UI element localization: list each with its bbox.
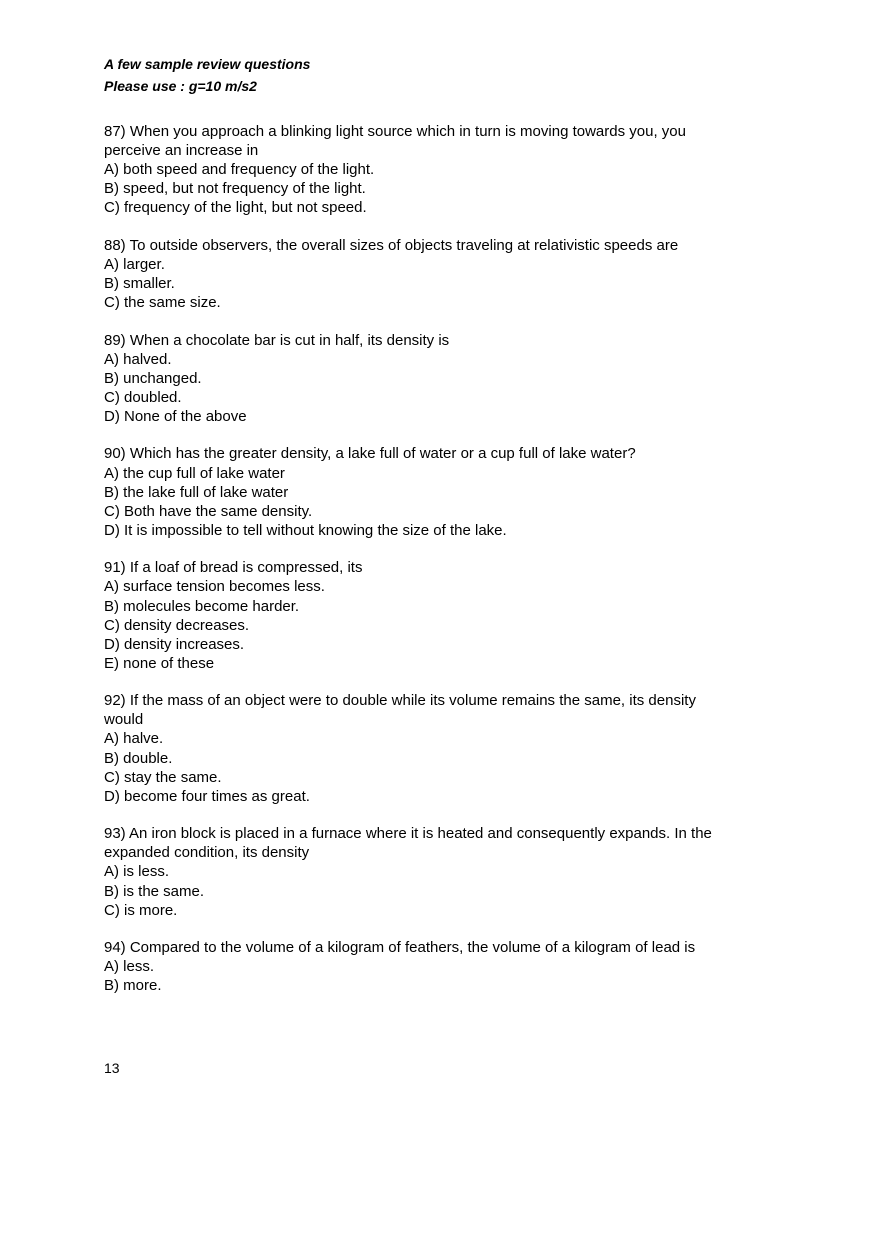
question-stem: 88) To outside observers, the overall sizes of objects traveling at relativistic speeds are [104,236,679,254]
answer-choice: A) halve. [104,730,164,748]
question-87 [104,122,724,217]
header-note: Please use : g=10 m/s2 [104,77,257,94]
answer-choice: A) surface tension becomes less. [104,578,325,596]
question-93 [104,824,724,919]
answer-choice: A) halved. [104,350,172,368]
answer-choice: B) unchanged. [104,369,202,387]
question-90 [104,444,724,539]
page-number: 13 [104,1060,120,1076]
answer-choice: B) speed, but not frequency of the light. [104,180,366,198]
answer-choice: A) less. [104,958,155,976]
answer-choice: A) larger. [104,255,165,273]
answer-choice: B) molecules become harder. [104,597,300,615]
answer-choice: C) frequency of the light, but not speed. [104,199,367,217]
answer-choice: D) None of the above [104,408,247,425]
question-list [104,122,724,1014]
question-stem: 94) Compared to the volume of a kilogram of feathers, the volume of a kilogram of lead is [104,939,696,957]
question-stem: 87) When you approach a blinking light source which in turn is moving towards you, you perceive an increase in [104,123,686,160]
answer-choice: B) is the same. [104,882,205,900]
answer-choice: E) none of these [104,654,215,672]
question-94 [104,938,724,995]
question-92 [104,691,724,806]
answer-choice: D) density increases. [104,635,245,653]
answer-choice: B) double. [104,749,173,767]
answer-choice: D) become four times as great. [104,787,310,805]
answer-choice: A) both speed and frequency of the light. [104,161,375,179]
answer-choice: B) smaller. [104,275,175,293]
question-stem: 90) Which has the greater density, a lake full of water or a cup full of lake water? [104,445,636,463]
question-stem: 92) If the mass of an object were to double while its volume remains the same, its density would [104,692,696,729]
answer-choice: C) Both have the same density. [104,502,313,520]
question-89 [104,331,724,426]
answer-choice: B) more. [104,977,162,995]
question-stem: 91) If a loaf of bread is compressed, its [104,559,363,577]
question-stem: 89) When a chocolate bar is cut in half, its density is [104,331,450,349]
answer-choice: D) It is impossible to tell without knowing the size of the lake. [104,521,507,539]
answer-choice: B) the lake full of lake water [104,483,289,501]
answer-choice: A) is less. [104,863,170,881]
question-88 [104,236,724,312]
answer-choice: C) stay the same. [104,768,222,786]
page-header [104,54,310,97]
answer-choice: C) the same size. [104,294,221,312]
answer-choice: C) density decreases. [104,616,250,634]
question-91 [104,558,724,673]
answer-choice: C) is more. [104,901,178,919]
header-title: A few sample review questions [104,56,311,72]
answer-choice: A) the cup full of lake water [104,464,285,482]
answer-choice: C) doubled. [104,388,182,406]
question-stem: 93) An iron block is placed in a furnace where it is heated and consequently expands. In the expanded condition, its density [104,825,712,862]
